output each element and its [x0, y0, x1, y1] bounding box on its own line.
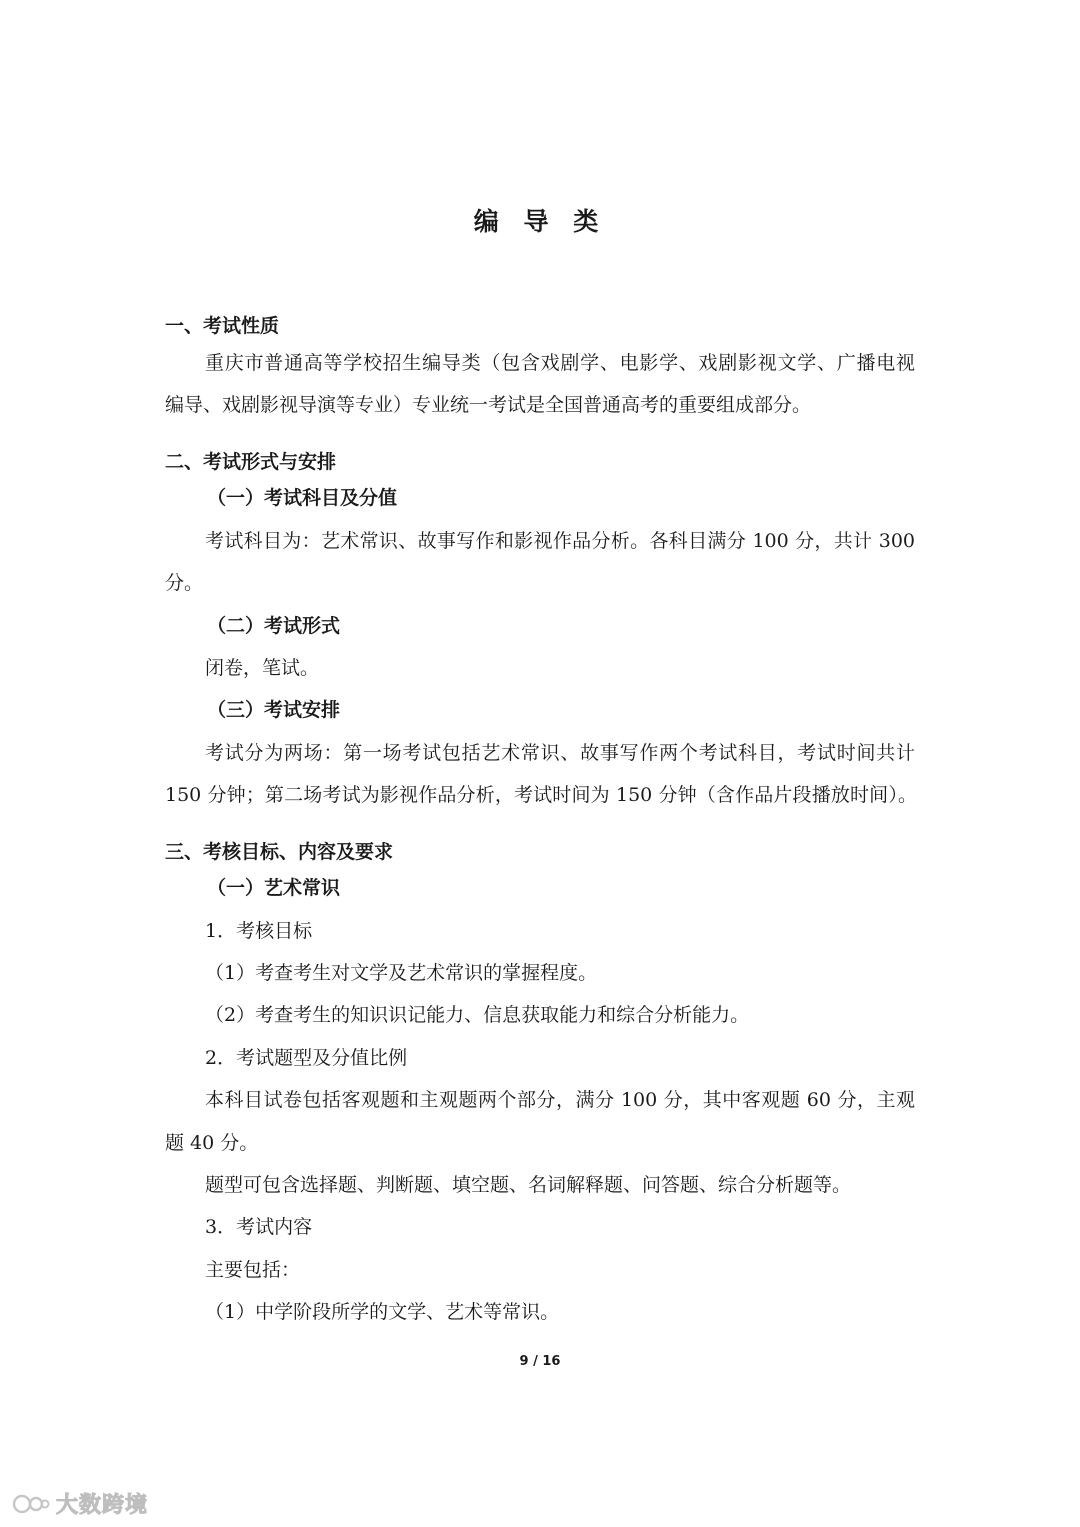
paragraph-line: 考试分为两场：第一场考试包括艺术常识、故事写作两个考试科目，考试时间共计 — [205, 742, 915, 764]
paragraph-line: 重庆市普通高等学校招生编导类（包含戏剧学、电影学、戏剧影视文学、广播电视 — [205, 352, 915, 374]
list-item: （1）中学阶段所学的文学、艺术等常识。 — [205, 1301, 560, 1323]
paragraph-line: 闭卷，笔试。 — [205, 657, 320, 679]
paragraph-line: 考试科目为：艺术常识、故事写作和影视作品分析。各科目满分 100 分，共计 300 — [205, 530, 915, 552]
list-item: （2）考查考生的知识识记能力、信息获取能力和综合分析能力。 — [205, 1004, 750, 1026]
paragraph-line: 题型可包含选择题、判断题、填空题、名词解释题、问答题、综合分析题等。 — [205, 1174, 852, 1196]
watermark-text: 大数跨境 — [56, 1493, 149, 1518]
section-heading-exam-format: 二、考试形式与安排 — [165, 451, 337, 473]
page-title: 编 导 类 — [473, 207, 607, 236]
list-item: （1）考查考生对文学及艺术常识的掌握程度。 — [205, 962, 598, 984]
watermark-logo-icon — [12, 1491, 50, 1517]
list-item-heading: 3．考试内容 — [205, 1216, 313, 1238]
paragraph-line: 主要包括： — [205, 1259, 301, 1281]
subsection-heading-subjects: （一）考试科目及分值 — [207, 487, 398, 509]
page-number: 9 / 16 — [519, 1354, 561, 1369]
paragraph-line: 150 分钟；第二场考试为影视作品分析，考试时间为 150 分钟（含作品片段播放时间）。 — [165, 784, 917, 806]
list-item-heading: 2．考试题型及分值比例 — [205, 1047, 408, 1069]
list-item-heading: 1．考核目标 — [205, 920, 313, 942]
paragraph-line: 编导、戏剧影视导演等专业）专业统一考试是全国普通高考的重要组成部分。 — [165, 394, 812, 416]
section-heading-exam-nature: 一、考试性质 — [165, 315, 280, 337]
paragraph-line: 分。 — [165, 572, 204, 594]
paragraph-line: 本科目试卷包括客观题和主观题两个部分，满分 100 分，其中客观题 60 分，主观 — [205, 1089, 915, 1111]
subsection-heading-art-knowledge: （一）艺术常识 — [207, 877, 341, 899]
subsection-heading-arrangement: （三）考试安排 — [207, 699, 341, 721]
subsection-heading-format: （二）考试形式 — [207, 615, 341, 637]
paragraph-line: 题 40 分。 — [165, 1132, 259, 1154]
section-heading-assessment: 三、考核目标、内容及要求 — [165, 841, 394, 863]
watermark — [12, 1488, 148, 1519]
